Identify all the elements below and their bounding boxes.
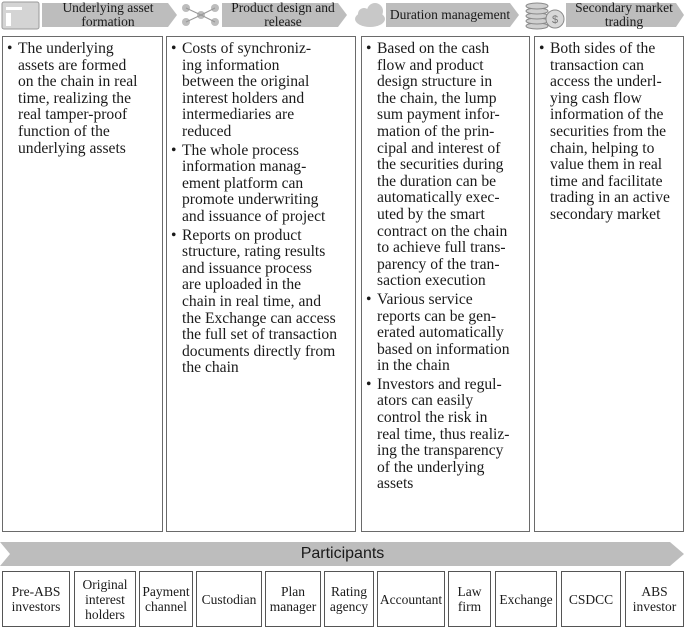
coins-icon xyxy=(526,3,564,29)
list-item: • Based on the cash flow and product design structure in the chain, the lump sum payment infor- mation of the prin- cipal and interest of the securities during the duration can be automatically exec- uted by the smart contract on the chain to achieve full trans- parency of the tran- saction execution xyxy=(366,41,525,290)
participant-accountant: Accountant xyxy=(377,571,445,627)
list-item: • Investors and regul- ators can easily control the risk in real time, thus realiz- ing the transparency of the underlying assets xyxy=(366,377,525,493)
participant-csdcc: CSDCC xyxy=(561,571,621,627)
column-secondary-market xyxy=(534,36,684,532)
participant-rating-agency: Rating agency xyxy=(324,571,374,627)
network-icon xyxy=(182,4,219,26)
list-item: • Various service reports can be gen- erated automatically based on information in the chain xyxy=(366,292,525,375)
cloud-icon xyxy=(355,3,385,27)
list-item: • Reports on product structure, rating results and issuance process are uploaded in the chain in real time, and the Exchange can access the full set of transaction documents directly from the chain xyxy=(171,228,351,377)
stage-label-2: Product design and release xyxy=(231,0,335,29)
stage-label-3: Duration management xyxy=(389,7,511,22)
stage-label-4: Secondary market trading xyxy=(575,0,673,29)
participant-abs-investor: ABS investor xyxy=(625,571,684,627)
document-icon xyxy=(2,2,39,29)
list-item: • The underlying assets are formed on the chain in real time, realizing the real tamper-proof function of the underlying assets xyxy=(7,41,158,157)
participant-law-firm: Law firm xyxy=(448,571,491,627)
participants-title: Participants xyxy=(300,545,385,562)
stage-label-1: Underlying asset formation xyxy=(62,0,154,29)
participant-exchange: Exchange xyxy=(495,571,557,627)
participant-plan-manager: Plan manager xyxy=(265,571,321,627)
column-underlying-asset xyxy=(2,36,163,532)
column-product-design xyxy=(166,36,356,532)
list-item: • Both sides of the transaction can access the underl- ying cash flow information of the securities from the chain, helping to value them in real time and facilitate trading in an active secondary market xyxy=(539,41,679,224)
column-duration-management xyxy=(361,36,530,532)
list-item: • Costs of synchroniz- ing information between the original interest holders and intermediaries are reduced xyxy=(171,41,351,141)
participant-payment-channel: Payment channel xyxy=(139,571,193,627)
list-item: • The whole process information manag- ement platform can promote underwriting and issuance of project xyxy=(171,143,351,226)
participant-original-interest-holders: Original interest holders xyxy=(74,571,136,627)
svg-text:$: $ xyxy=(551,14,559,26)
participant-pre-abs-investors: Pre-ABS investors xyxy=(2,571,70,627)
participant-custodian: Custodian xyxy=(196,571,262,627)
